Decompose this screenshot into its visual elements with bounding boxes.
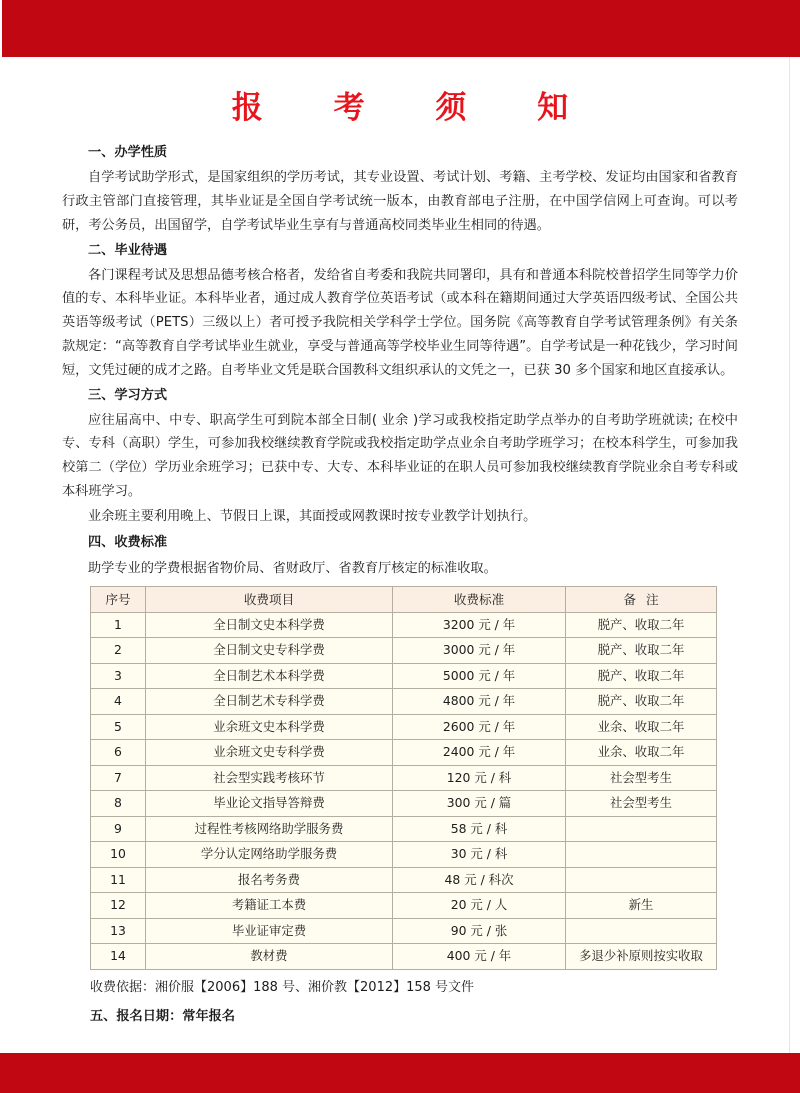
section-heading-4: 四、收费标准	[88, 535, 168, 551]
cell-standard: 20 元 / 人	[393, 893, 566, 919]
table-row	[91, 867, 717, 893]
cell-index: 13	[91, 918, 146, 944]
cell-standard: 3000 元 / 年	[393, 638, 566, 664]
column-header-remark: 备 注	[566, 587, 717, 613]
section-paragraph-1-1: 自学考试助学形式，是国家组织的学历考试，其专业设置、考试计划、考籍、主考学校、发证均由国家和省教育行政主管部门直接管理，其毕业证是全国自学考试统一版本，由教育部电子注册，在中国学信网上可查询。可以考研，考公务员，出国留学，自学考试毕业生享有与普通高校同类毕业生相同的待遇。	[62, 170, 738, 233]
table-row	[91, 944, 717, 970]
cell-remark: 脱产、收取二年	[566, 612, 717, 638]
cell-standard: 300 元 / 篇	[393, 791, 566, 817]
document-content	[0, 57, 800, 1083]
cell-item: 毕业论文指导答辩费	[146, 791, 393, 817]
table-row	[91, 612, 717, 638]
cell-remark: 社会型考生	[566, 765, 717, 791]
cell-remark	[566, 918, 717, 944]
bottom-red-banner	[0, 1053, 800, 1093]
section-paragraph-4-1: 助学专业的学费根据省物价局、省财政厅、省教育厅核定的标准收取。	[88, 560, 497, 576]
cell-item: 全日制文史专科学费	[146, 638, 393, 664]
cell-index: 9	[91, 816, 146, 842]
cell-index: 5	[91, 714, 146, 740]
document-body	[0, 141, 800, 1028]
cell-remark: 脱产、收取二年	[566, 689, 717, 715]
cell-remark: 多退少补原则按实收取	[566, 944, 717, 970]
fee-basis-note: 收费依据：湘价服【2006】188 号、湘价教【2012】158 号文件	[90, 979, 475, 995]
cell-item: 业余班文史专科学费	[146, 740, 393, 766]
cell-remark	[566, 842, 717, 868]
cell-item: 业余班文史本科学费	[146, 714, 393, 740]
table-row	[91, 663, 717, 689]
cell-item: 全日制艺术专科学费	[146, 689, 393, 715]
table-row	[91, 765, 717, 791]
cell-remark: 新生	[566, 893, 717, 919]
cell-remark: 社会型考生	[566, 791, 717, 817]
cell-index: 12	[91, 893, 146, 919]
cell-standard: 58 元 / 科	[393, 816, 566, 842]
column-header-item: 收费项目	[146, 587, 393, 613]
cell-index: 1	[91, 612, 146, 638]
cell-standard: 2600 元 / 年	[393, 714, 566, 740]
cell-standard: 4800 元 / 年	[393, 689, 566, 715]
section-paragraph-2-1: 各门课程考试及思想品德考核合格者，发给省自考委和我院共同署印，具有和普通本科院校普招学生同等学力价值的专、本科毕业证。本科毕业者，通过成人教育学位英语考试（或本科在籍期间通过大学英语四级考试、全国公共英语等级考试（PETS）三级以上）者可授予我院相关学科学士学位。国务院《高等教育自学考试管理条例》有关条款规定：“高等教育自学考试毕业生就业，享受与普通高等学校毕业生同等待遇”。自学考试是一种花钱少，学习时间短，文凭过硬的成才之路。自考毕业文凭是联合国教科文组织承认的文凭之一，已获 30 多个国家和地区直接承认。	[62, 267, 738, 378]
cell-standard: 2400 元 / 年	[393, 740, 566, 766]
section-heading-3: 三、学习方式	[88, 387, 168, 403]
cell-index: 7	[91, 765, 146, 791]
table-row	[91, 689, 717, 715]
table-row	[91, 791, 717, 817]
cell-standard: 90 元 / 张	[393, 918, 566, 944]
table-row	[91, 638, 717, 664]
section-paragraph-3-1: 应往届高中、中专、职高学生可到院本部全日制( 业余 )学习或我校指定助学点举办的自考助学班就读; 在校中专、专科（高职）学生，可参加我校继续教育学院或我校指定助学点业余自考助学班学习；在校本科学生，可参加我校第二（学位）学历业余班学习；已获中专、大专、本科毕业证的在职人员可参加我校继续教育学院业余自考专科或本科班学习。	[62, 412, 738, 499]
cell-standard: 48 元 / 科次	[393, 867, 566, 893]
section-paragraph-3-2: 业余班主要利用晚上、节假日上课，其面授或网教课时按专业教学计划执行。	[88, 508, 537, 524]
cell-index: 11	[91, 867, 146, 893]
cell-remark: 脱产、收取二年	[566, 663, 717, 689]
cell-item: 学分认定网络助学服务费	[146, 842, 393, 868]
cell-standard: 3200 元 / 年	[393, 612, 566, 638]
cell-standard: 30 元 / 科	[393, 842, 566, 868]
cell-item: 毕业证审定费	[146, 918, 393, 944]
cell-index: 10	[91, 842, 146, 868]
cell-item: 全日制文史本科学费	[146, 612, 393, 638]
table-row	[91, 842, 717, 868]
cell-index: 2	[91, 638, 146, 664]
section-heading-5: 五、报名日期：常年报名	[90, 1008, 236, 1024]
cell-standard: 5000 元 / 年	[393, 663, 566, 689]
cell-item: 过程性考核网络助学服务费	[146, 816, 393, 842]
cell-index: 3	[91, 663, 146, 689]
column-header-standard: 收费标准	[393, 587, 566, 613]
table-header-row	[91, 587, 717, 613]
section-heading-2: 二、毕业待遇	[88, 242, 168, 258]
cell-remark: 业余、收取二年	[566, 714, 717, 740]
cell-item: 报名考务费	[146, 867, 393, 893]
cell-standard: 120 元 / 科	[393, 765, 566, 791]
table-row	[91, 740, 717, 766]
cell-item: 教材费	[146, 944, 393, 970]
top-red-banner	[2, 0, 800, 57]
table-row	[91, 893, 717, 919]
cell-index: 6	[91, 740, 146, 766]
cell-standard: 400 元 / 年	[393, 944, 566, 970]
cell-item: 全日制艺术本科学费	[146, 663, 393, 689]
fee-table-body	[91, 612, 717, 969]
cell-remark	[566, 867, 717, 893]
cell-index: 4	[91, 689, 146, 715]
column-header-index: 序号	[91, 587, 146, 613]
cell-index: 14	[91, 944, 146, 970]
cell-item: 考籍证工本费	[146, 893, 393, 919]
section-heading-1: 一、办学性质	[88, 145, 168, 161]
table-row	[91, 918, 717, 944]
cell-remark	[566, 816, 717, 842]
cell-index: 8	[91, 791, 146, 817]
page-title: 报 考 须 知	[231, 90, 599, 126]
fee-standard-table	[90, 586, 717, 970]
cell-item: 社会型实践考核环节	[146, 765, 393, 791]
table-row	[91, 714, 717, 740]
table-row	[91, 816, 717, 842]
cell-remark: 脱产、收取二年	[566, 638, 717, 664]
cell-remark: 业余、收取二年	[566, 740, 717, 766]
